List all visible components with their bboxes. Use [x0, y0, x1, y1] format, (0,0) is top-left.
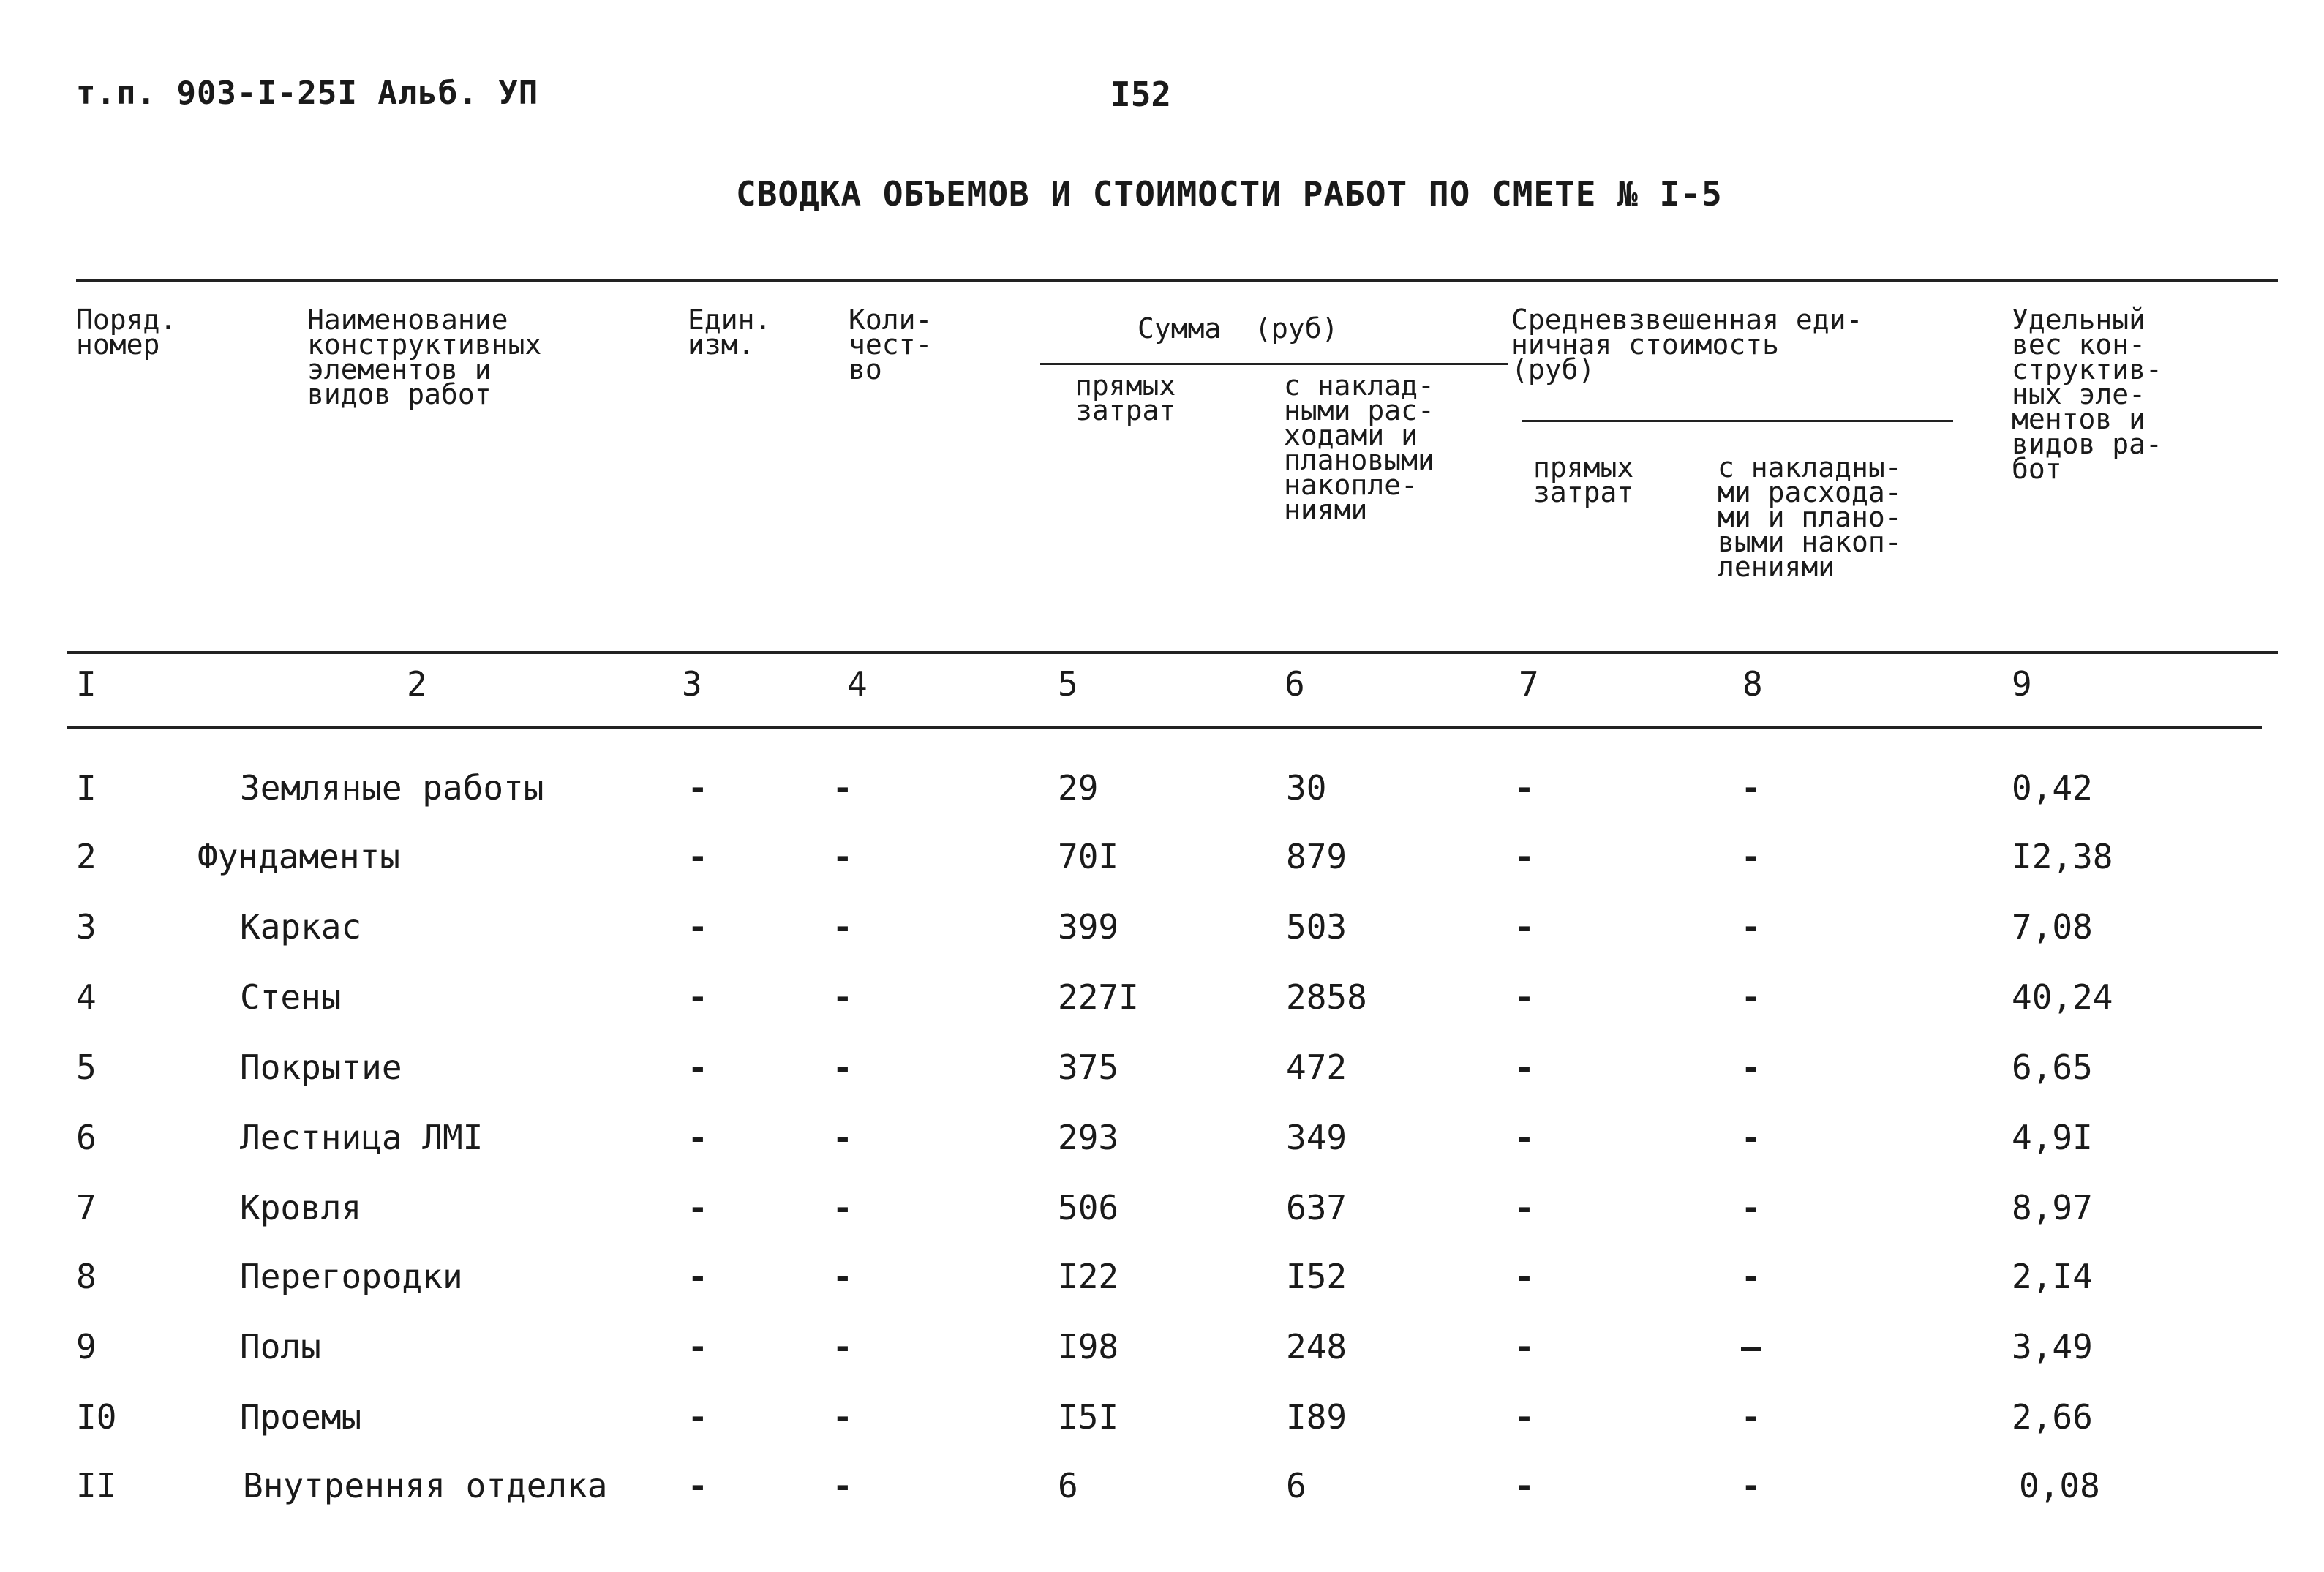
avg-overhead-cell: - [1741, 977, 1761, 1017]
element-name: Проемы [240, 1397, 362, 1437]
unit-cell: - [688, 1188, 708, 1227]
specific-weight-cell: 8,97 [2012, 1188, 2093, 1227]
element-name: Земляные работы [240, 768, 544, 808]
avg-direct-cell: - [1514, 1397, 1535, 1437]
overhead-cost-cell: 503 [1286, 907, 1347, 947]
avg-overhead-cell: - [1741, 768, 1761, 808]
header-unit: Един. изм. [688, 304, 772, 361]
overhead-cost-cell: 6 [1286, 1466, 1306, 1505]
row-number: II [76, 1466, 117, 1505]
row-number: I [76, 768, 97, 808]
column-number-4: 4 [847, 664, 868, 704]
specific-weight-cell: 3,49 [2012, 1327, 2093, 1366]
avg-overhead-cell: - [1741, 907, 1761, 947]
row-number: 6 [76, 1118, 97, 1157]
specific-weight-cell: 2,I4 [2012, 1257, 2093, 1296]
quantity-cell: - [832, 768, 853, 808]
direct-cost-cell: I22 [1058, 1257, 1119, 1296]
overhead-cost-cell: 2858 [1286, 977, 1367, 1017]
specific-weight-cell: 0,08 [2019, 1466, 2100, 1505]
overhead-cost-cell: 30 [1286, 768, 1327, 808]
avg-overhead-cell: — [1741, 1327, 1761, 1366]
column-number-9: 9 [2012, 664, 2032, 704]
row-number: 3 [76, 907, 97, 947]
row-number: 8 [76, 1257, 97, 1296]
unit-cell: - [688, 837, 708, 876]
avg-overhead-cell: - [1741, 1466, 1761, 1505]
row-number: 2 [76, 837, 97, 876]
unit-cell: - [688, 1257, 708, 1296]
quantity-cell: - [832, 977, 853, 1017]
element-name: Фундаменты [198, 837, 400, 876]
quantity-cell: - [832, 1257, 853, 1296]
row-number: 4 [76, 977, 97, 1017]
quantity-cell: - [832, 1048, 853, 1087]
quantity-cell: - [832, 1327, 853, 1366]
direct-cost-cell: 506 [1058, 1188, 1119, 1227]
element-name: Полы [240, 1327, 321, 1366]
avg-direct-cell: - [1514, 1048, 1535, 1087]
unit-cell: - [688, 977, 708, 1017]
header-avg-cost-group: Средневзвешенная еди- ничная стоимость (руб) [1511, 304, 1863, 386]
header-avg-direct-costs: прямых затрат [1533, 451, 1634, 508]
header-row-number: Поряд. номер [76, 304, 177, 361]
specific-weight-cell: 7,08 [2012, 907, 2093, 947]
avg-group-rule [1522, 420, 1953, 422]
avg-overhead-cell: - [1741, 1048, 1761, 1087]
unit-cell: - [688, 768, 708, 808]
element-name: Стены [240, 977, 342, 1017]
specific-weight-cell: 40,24 [2012, 977, 2113, 1017]
column-number-7: 7 [1519, 664, 1539, 704]
direct-cost-cell: 227I [1058, 977, 1139, 1017]
header-bottom-rule [67, 651, 2278, 654]
unit-cell: - [688, 1466, 708, 1505]
avg-overhead-cell: - [1741, 837, 1761, 876]
avg-direct-cell: - [1514, 1327, 1535, 1366]
column-number-5: 5 [1058, 664, 1078, 704]
header-avg-with-overhead: с накладны- ми расхода- ми и плано- выми накоп- лениями [1718, 451, 1902, 583]
element-name: Кровля [240, 1188, 362, 1227]
avg-direct-cell: - [1514, 1118, 1535, 1157]
overhead-cost-cell: 472 [1286, 1048, 1347, 1087]
direct-cost-cell: 375 [1058, 1048, 1119, 1087]
unit-cell: - [688, 1327, 708, 1366]
header-specific-weight: Удельный вес кон- структив- ных эле- ментов и видов ра- бот [2012, 304, 2162, 485]
element-name: Внутренняя отделка [243, 1466, 608, 1505]
direct-cost-cell: I98 [1058, 1327, 1119, 1366]
specific-weight-cell: 6,65 [2012, 1048, 2093, 1087]
avg-overhead-cell: - [1741, 1118, 1761, 1157]
sum-group-rule [1040, 363, 1508, 365]
overhead-cost-cell: I52 [1286, 1257, 1347, 1296]
unit-cell: - [688, 1048, 708, 1087]
specific-weight-cell: 2,66 [2012, 1397, 2093, 1437]
element-name: Лестница ЛМI [240, 1118, 484, 1157]
quantity-cell: - [832, 1397, 853, 1437]
document-code: т.п. 903-I-25I Альб. УП [76, 75, 539, 112]
element-name: Каркас [240, 907, 362, 947]
column-number-3: 3 [682, 664, 702, 704]
avg-direct-cell: - [1514, 1257, 1535, 1296]
direct-cost-cell: 29 [1058, 768, 1099, 808]
specific-weight-cell: I2,38 [2012, 837, 2113, 876]
header-direct-costs: прямых затрат [1075, 369, 1176, 426]
page-number: I52 [1110, 75, 1172, 114]
quantity-cell: - [832, 1118, 853, 1157]
unit-cell: - [688, 907, 708, 947]
avg-overhead-cell: - [1741, 1188, 1761, 1227]
row-number: 9 [76, 1327, 97, 1366]
overhead-cost-cell: 248 [1286, 1327, 1347, 1366]
unit-cell: - [688, 1397, 708, 1437]
direct-cost-cell: I5I [1058, 1397, 1119, 1437]
quantity-cell: - [832, 1466, 853, 1505]
column-number-1: I [76, 664, 97, 704]
direct-cost-cell: 6 [1058, 1466, 1078, 1505]
page-title: СВОДКА ОБЪЕМОВ И СТОИМОСТИ РАБОТ ПО СМЕТЕ № I-5 [736, 174, 1723, 214]
quantity-cell: - [832, 837, 853, 876]
column-number-8: 8 [1742, 664, 1763, 704]
row-number: 5 [76, 1048, 97, 1087]
row-number: I0 [76, 1397, 117, 1437]
avg-direct-cell: - [1514, 1188, 1535, 1227]
unit-cell: - [688, 1118, 708, 1157]
header-element-name: Наименование конструктивных элементов и видов работ [307, 304, 542, 410]
quantity-cell: - [832, 1188, 853, 1227]
avg-direct-cell: - [1514, 1466, 1535, 1505]
table-top-rule [76, 279, 2278, 282]
direct-cost-cell: 399 [1058, 907, 1119, 947]
overhead-cost-cell: 637 [1286, 1188, 1347, 1227]
column-numbers-rule [67, 726, 2262, 729]
specific-weight-cell: 0,42 [2012, 768, 2093, 808]
header-with-overhead: с наклад- ными рас- ходами и плановыми накопле- ниями [1284, 369, 1434, 526]
overhead-cost-cell: 879 [1286, 837, 1347, 876]
avg-direct-cell: - [1514, 977, 1535, 1017]
avg-overhead-cell: - [1741, 1257, 1761, 1296]
element-name: Перегородки [240, 1257, 463, 1296]
avg-direct-cell: - [1514, 837, 1535, 876]
avg-direct-cell: - [1514, 768, 1535, 808]
header-sum-group: Сумма (руб) [1137, 312, 1339, 345]
row-number: 7 [76, 1188, 97, 1227]
direct-cost-cell: 70I [1058, 837, 1119, 876]
direct-cost-cell: 293 [1058, 1118, 1119, 1157]
column-number-6: 6 [1285, 664, 1305, 704]
avg-overhead-cell: - [1741, 1397, 1761, 1437]
column-number-2: 2 [407, 664, 427, 704]
quantity-cell: - [832, 907, 853, 947]
header-quantity: Коли- чест- во [849, 304, 933, 386]
specific-weight-cell: 4,9I [2012, 1118, 2093, 1157]
overhead-cost-cell: I89 [1286, 1397, 1347, 1437]
overhead-cost-cell: 349 [1286, 1118, 1347, 1157]
avg-direct-cell: - [1514, 907, 1535, 947]
element-name: Покрытие [240, 1048, 402, 1087]
